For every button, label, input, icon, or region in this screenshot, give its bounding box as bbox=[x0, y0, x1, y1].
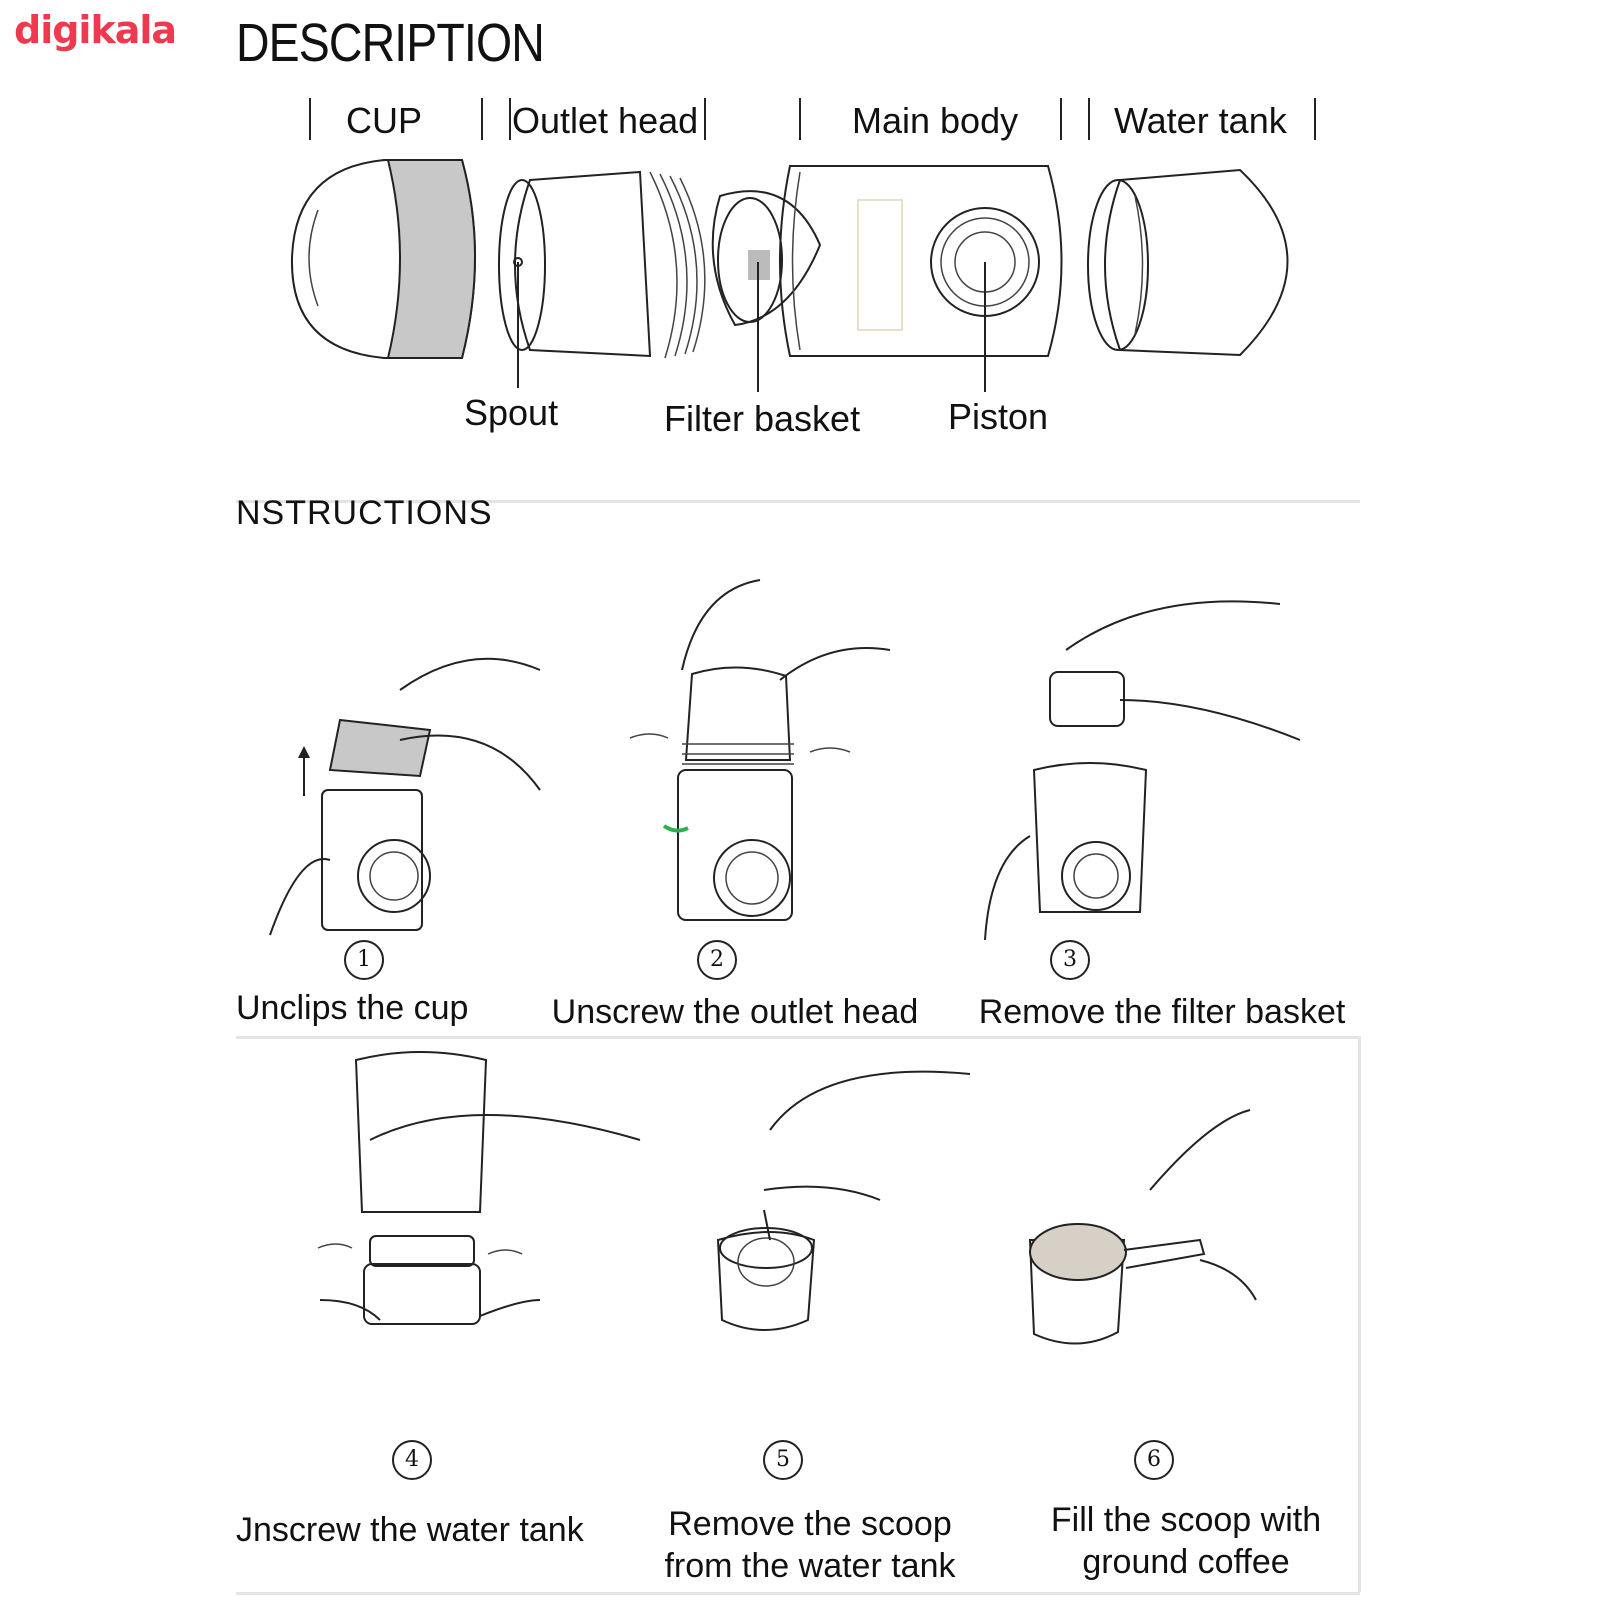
callout-filter-basket: Filter basket bbox=[664, 398, 861, 439]
cup-illustration bbox=[292, 160, 475, 358]
panel-border bbox=[1358, 1036, 1361, 1592]
step-5-illustration bbox=[718, 1072, 970, 1330]
label-divider bbox=[1060, 98, 1062, 140]
green-accent-mark bbox=[664, 826, 688, 831]
step-caption: Remove the scoop bbox=[668, 1505, 952, 1543]
step-caption: Unclips the cup bbox=[236, 989, 469, 1027]
step-caption: Unscrew the outlet head bbox=[551, 993, 919, 1031]
part-label-cup: CUP bbox=[346, 100, 423, 141]
step-4-illustration bbox=[318, 1052, 640, 1324]
description-title: DESCRIPTION bbox=[236, 13, 544, 73]
part-label-water-tank: Water tank bbox=[1114, 100, 1287, 141]
main-body-illustration bbox=[780, 166, 1062, 356]
step-6-illustration bbox=[1030, 1110, 1256, 1344]
callout-spout: Spout bbox=[464, 392, 559, 433]
step-number: 2 bbox=[697, 940, 737, 980]
step-3-illustration bbox=[985, 601, 1300, 940]
digikala-logo[interactable]: digikala bbox=[14, 8, 177, 52]
step-number: 1 bbox=[344, 940, 384, 980]
step-caption: ground coffee bbox=[1082, 1543, 1290, 1581]
exploded-diagram bbox=[0, 140, 1600, 540]
water-tank-illustration bbox=[1088, 170, 1288, 355]
label-divider bbox=[309, 98, 311, 140]
outlet-head-illustration bbox=[499, 172, 705, 358]
step-number: 5 bbox=[763, 1440, 803, 1480]
label-divider bbox=[1088, 98, 1090, 140]
step-caption: from the water tank bbox=[664, 1547, 956, 1585]
step-number: 6 bbox=[1134, 1440, 1174, 1480]
label-divider bbox=[509, 98, 511, 140]
label-divider bbox=[481, 98, 483, 140]
callout-piston: Piston bbox=[948, 396, 1049, 437]
filter-basket-illustration bbox=[713, 191, 820, 325]
step-1-illustration bbox=[270, 659, 540, 935]
cup-band bbox=[388, 160, 475, 358]
step-number: 4 bbox=[392, 1440, 432, 1480]
step-number: 3 bbox=[1050, 940, 1090, 980]
row-divider bbox=[236, 1036, 1360, 1039]
part-label-main-body: Main body bbox=[852, 100, 1019, 141]
label-divider bbox=[704, 98, 706, 140]
label-divider bbox=[1314, 98, 1316, 140]
bottom-divider bbox=[236, 1592, 1360, 1595]
part-label-outlet-head: Outlet head bbox=[512, 100, 699, 141]
instructions-title: NSTRUCTIONS bbox=[236, 494, 493, 532]
step-2-illustration bbox=[630, 580, 890, 920]
step-caption: Fill the scoop with bbox=[1050, 1501, 1322, 1539]
step-caption: Jnscrew the water tank bbox=[236, 1511, 584, 1549]
step-caption: Remove the filter basket bbox=[978, 993, 1346, 1031]
label-divider bbox=[799, 98, 801, 140]
